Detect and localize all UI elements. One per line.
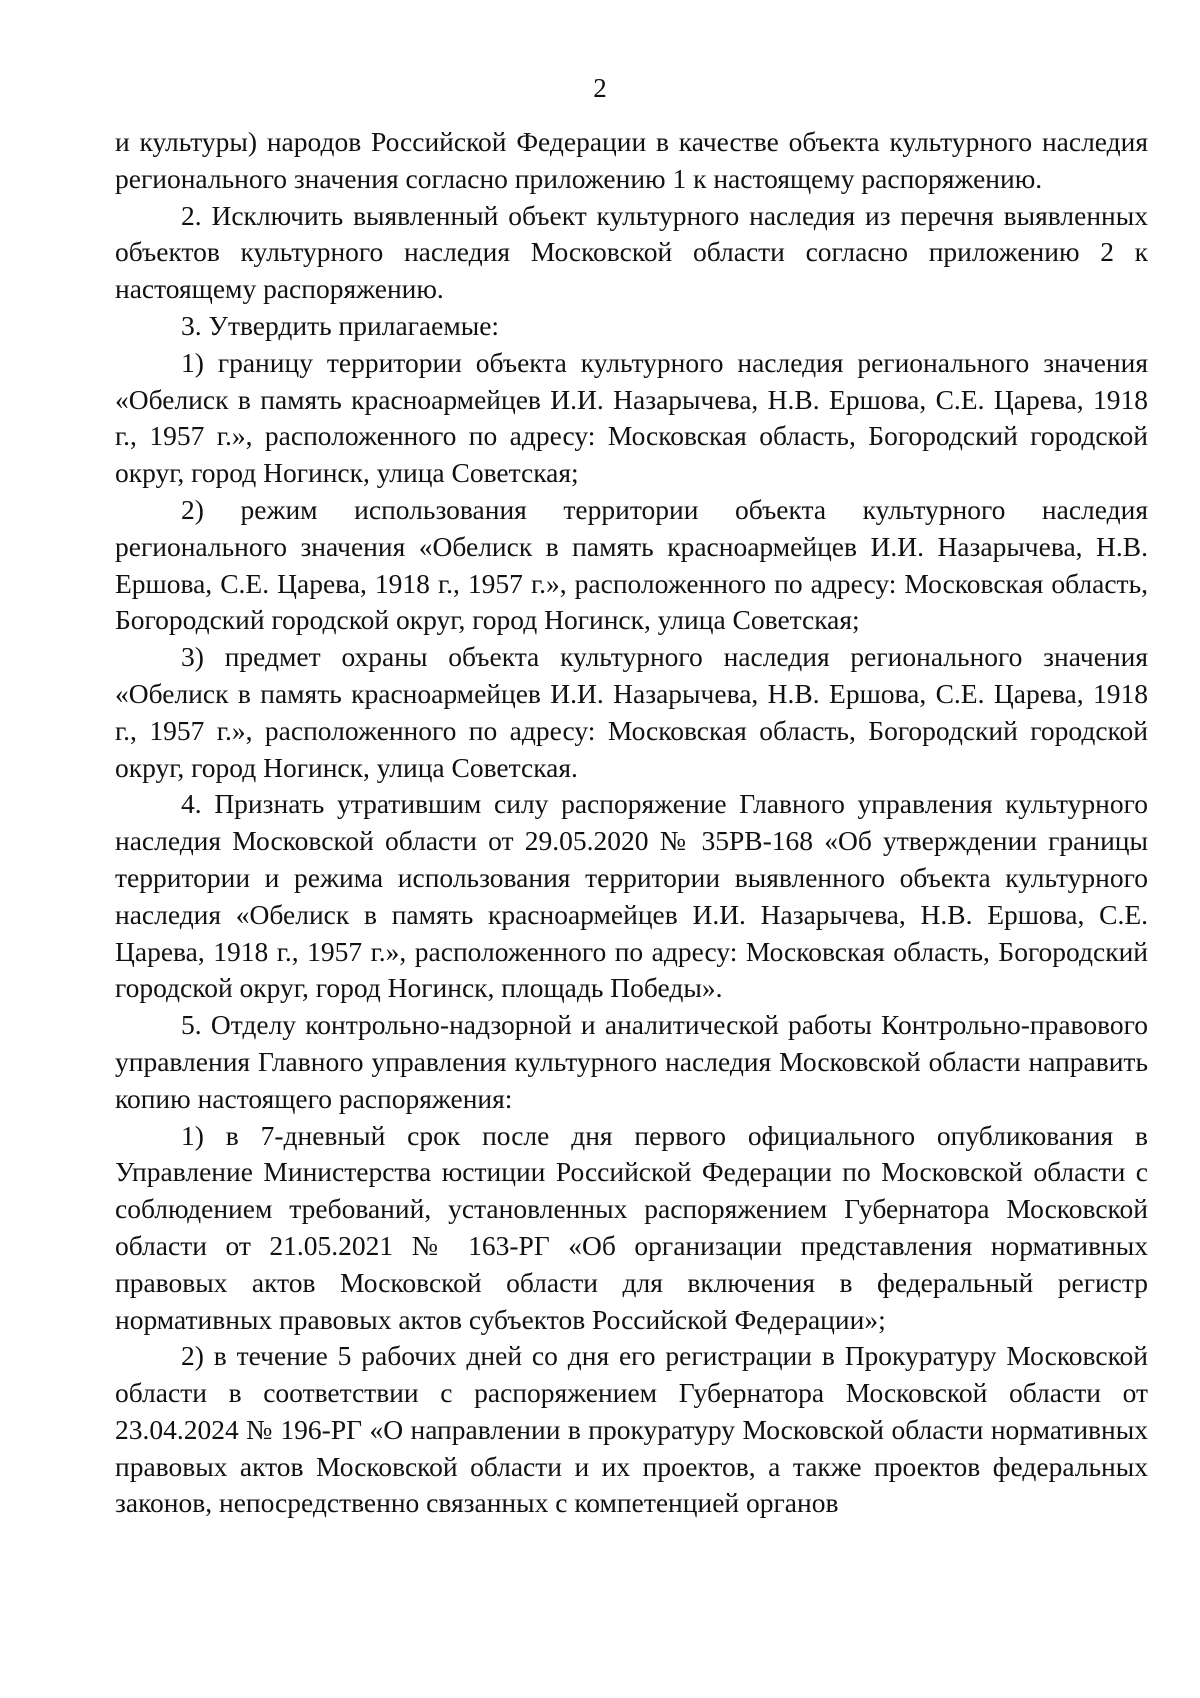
- paragraph-item-2: 2. Исключить выявленный объект культурного наследия из перечня выявленных объектов культурного наследия Московской области согласно приложению 2 к настоящему распоряжению.: [115, 199, 1148, 305]
- paragraph-item-3-2: 2) режим использования территории объекта культурного наследия регионального значения «Обелиск в память красноармейцев И.И. Назарычева, Н.В. Ершова, С.Е. Царева, 1918 г., 1957 г.», расположенного по адресу: Московская область, Богородский городской округ, город Ногинск, улица Советская;: [115, 493, 1148, 636]
- paragraph-item-3: 3. Утвердить прилагаемые:: [181, 309, 500, 341]
- paragraph-item-3-3: 3) предмет охраны объекта культурного наследия регионального значения «Обелиск в память красноармейцев И.И. Назарычева, Н.В. Ершова, С.Е. Царева, 1918 г., 1957 г.», расположенного по адресу: Московская область, Богородский городской округ, город Ногинск, улица Советская.: [115, 641, 1148, 783]
- paragraph-item-5-2: 2) в течение 5 рабочих дней со дня его регистрации в Прокуратуру Московской области в соответствии с распоряжением Губернатора Московской области от 23.04.2024 № 196-РГ «О направлении в прокуратуру Московской области нормативных правовых актов Московской области и их проектов, а также проектов федеральных законов, непосредственно связанных с компетенцией органов: [115, 1340, 1148, 1519]
- paragraph-item-3-1: 1) границу территории объекта культурного наследия регионального значения «Обелиск в память красноармейцев И.И. Назарычева, Н.В. Ершова, С.Е. Царева, 1918 г., 1957 г.», расположенного по адресу: Московская область, Богородский городской округ, город Ногинск, улица Советская;: [115, 346, 1148, 489]
- paragraph-item-5-1: 1) в 7-дневный срок после дня первого официального опубликования в Управление Министерства юстиции Российской Федерации по Московской области с соблюдением требований, установленных распоряжением Губернатора Московской области от 21.05.2021 № 163-РГ «Об организации представления нормативных правовых актов Московской области для включения в федеральный регистр нормативных правовых актов субъектов Российской Федерации»;: [115, 1119, 1148, 1335]
- paragraph-item-5: 5. Отделу контрольно-надзорной и аналитической работы Контрольно-правового управления Главного управления культурного наследия Московской области направить копию настоящего распоряжения:: [115, 1009, 1148, 1114]
- paragraph-item-4: 4. Признать утратившим силу распоряжение Главного управления культурного наследия Московской области от 29.05.2020 № 35РВ-168 «Об утверждении границы территории и режима использования территории выявленного объекта культурного наследия «Обелиск в память красноармейцев И.И. Назарычева, Н.В. Ершова, С.Е. Царева, 1918 г., 1957 г.», расположенного по адресу: Московская область, Богородский городской округ, город Ногинск, площадь Победы».: [115, 788, 1148, 1004]
- page-number: 2: [593, 73, 607, 103]
- paragraph-continuation: и культуры) народов Российской Федерации в качестве объекта культурного наследия регионального значения согласно приложению 1 к настоящему распоряжению.: [115, 126, 1148, 194]
- document-body: [115, 124, 1148, 1522]
